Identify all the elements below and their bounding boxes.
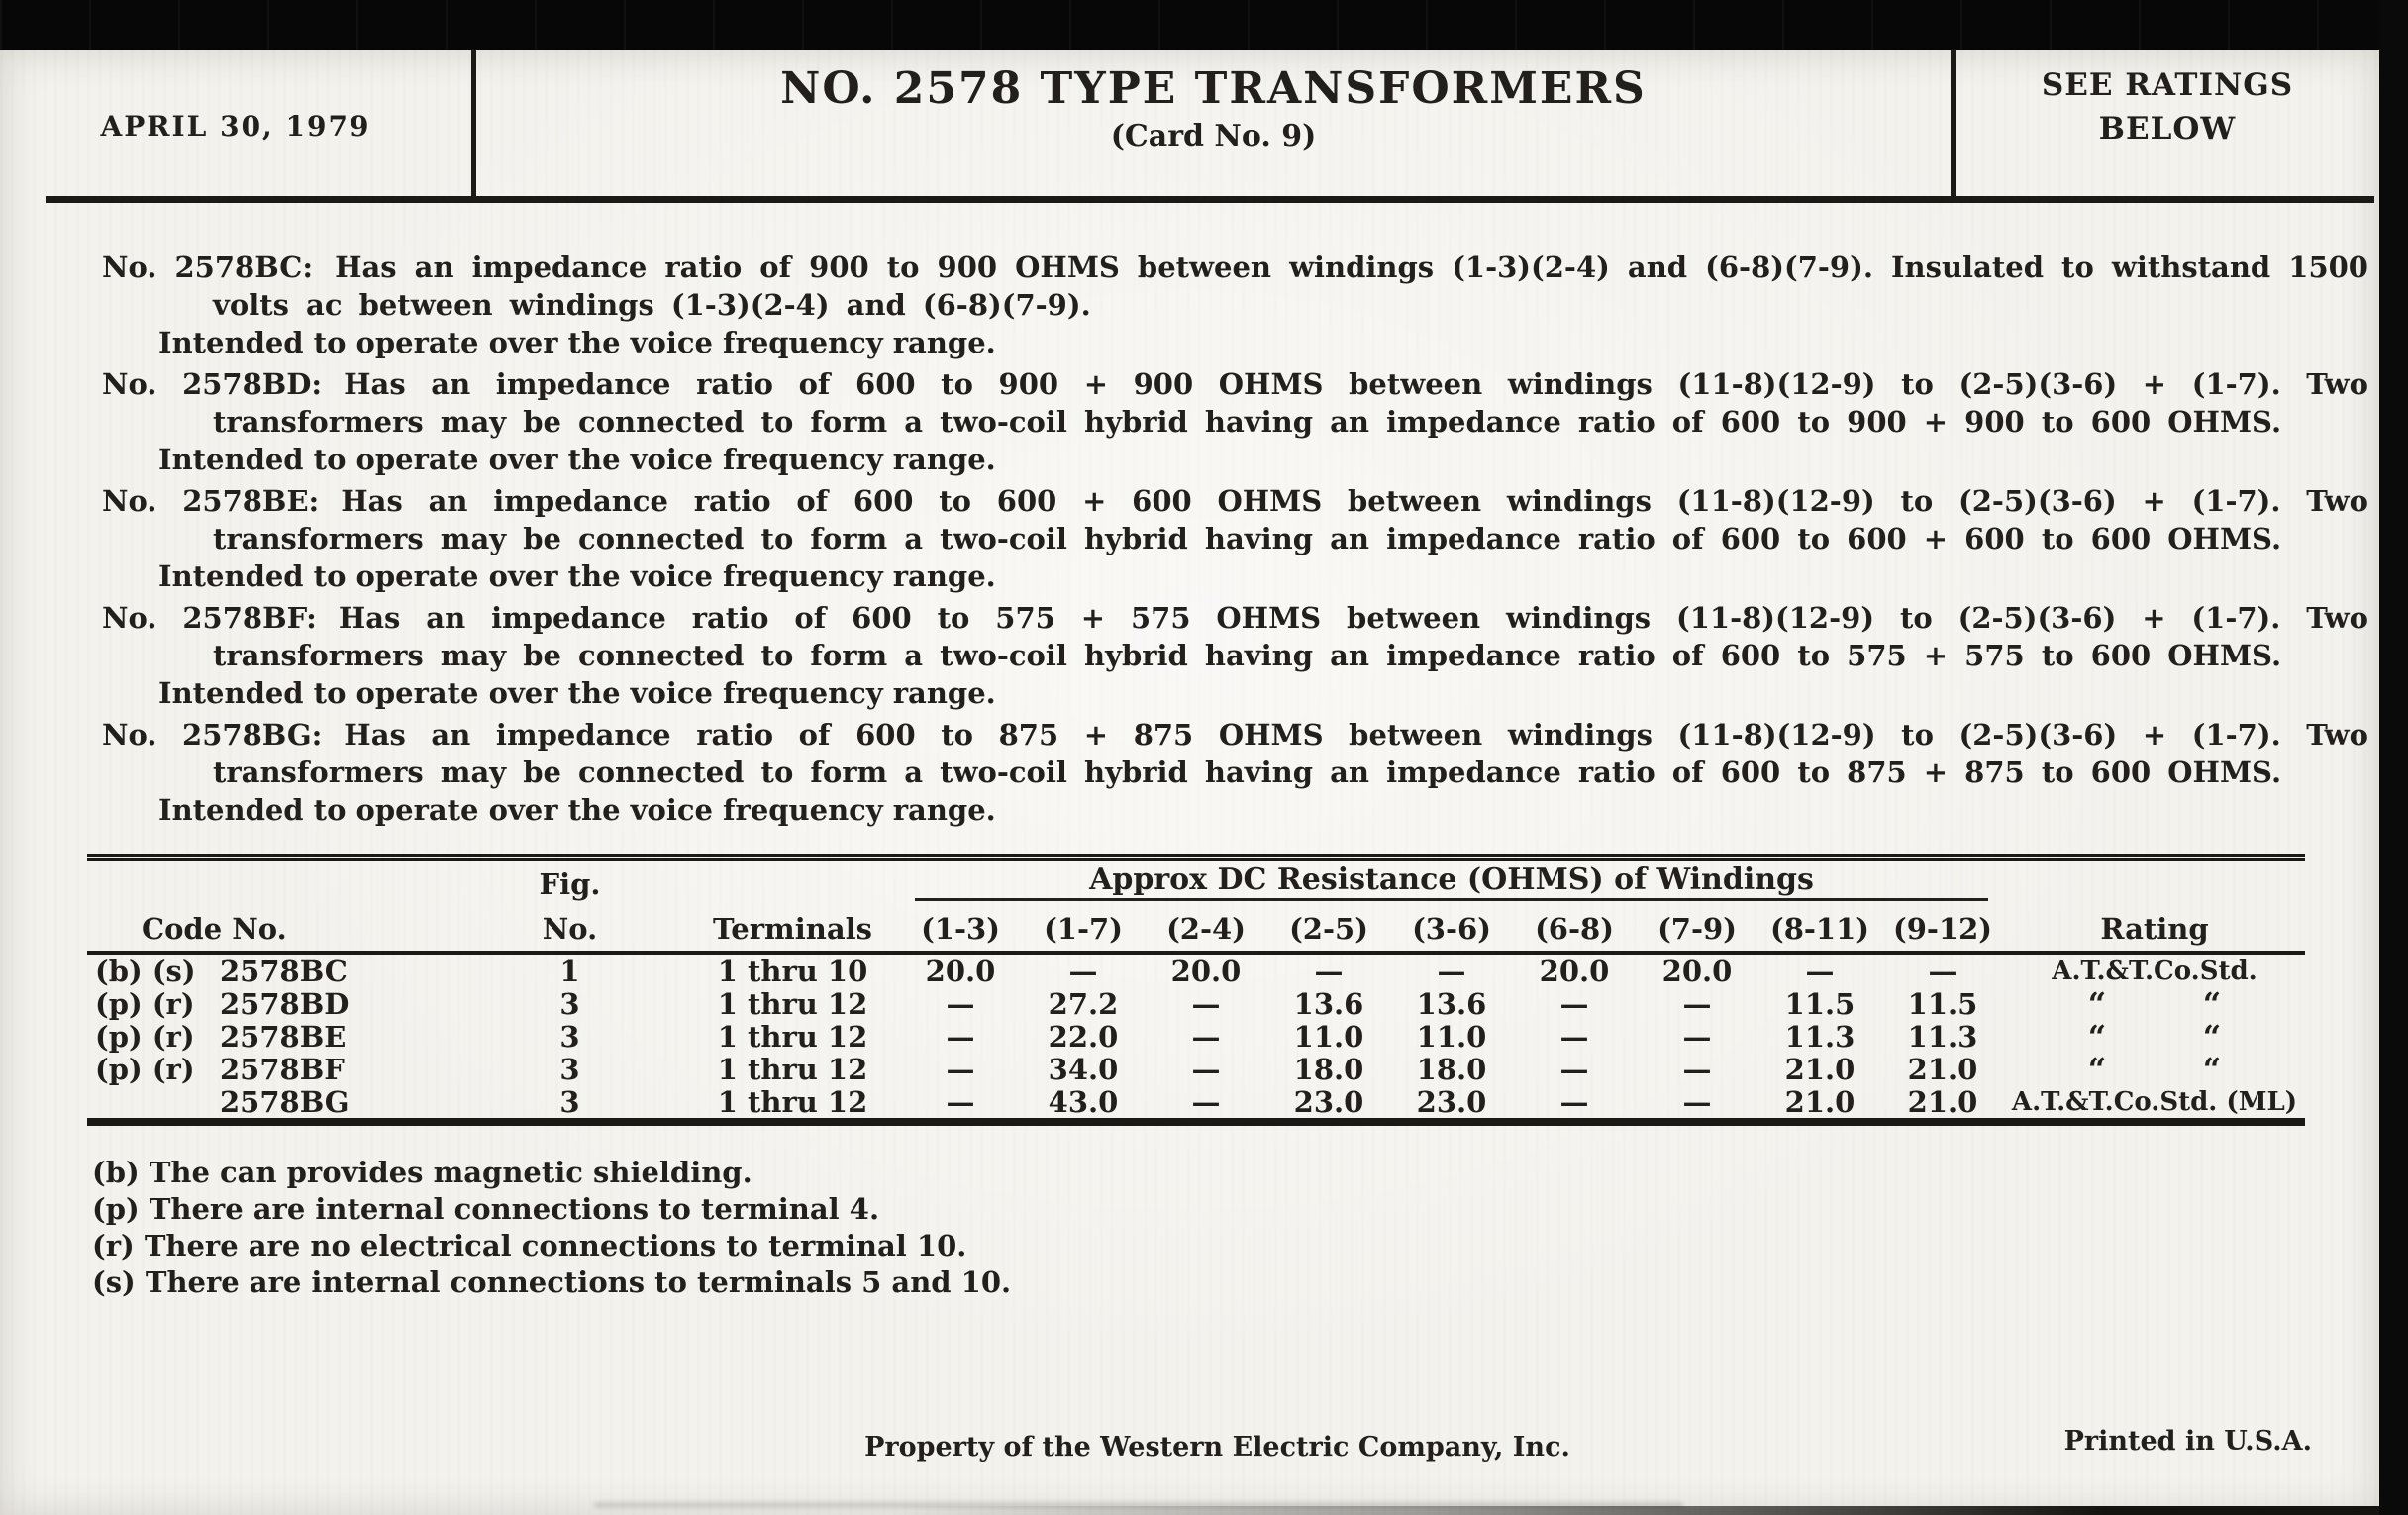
terminals-cell: 1 thru 12 — [717, 1085, 868, 1119]
description-paragraph — [102, 716, 2368, 791]
ditto-mark: “ — [2202, 1018, 2222, 1056]
card-subtitle: (Card No. 9) — [1110, 119, 1317, 153]
winding-value-cell: — — [1805, 955, 1835, 988]
winding-value-cell: — — [1191, 1020, 1221, 1054]
winding-value-cell: 21.0 — [1907, 1053, 1978, 1086]
code-prefix: (p) (r) — [95, 1020, 195, 1054]
winding-value-cell: — — [946, 1053, 975, 1086]
code-number: 2578BF — [220, 1053, 345, 1086]
winding-value-cell: 21.0 — [1784, 1053, 1856, 1086]
table-row — [87, 1085, 2305, 1118]
winding-value-cell: 20.0 — [925, 955, 996, 988]
code-cell — [87, 1085, 453, 1119]
scan-background-bottom — [891, 1506, 2408, 1515]
winding-value-cell: 23.0 — [1293, 1085, 1364, 1119]
terminals-cell: 1 thru 12 — [717, 1020, 868, 1054]
ditto-mark: “ — [2087, 1018, 2107, 1056]
description-block — [89, 365, 2368, 478]
description-paragraph — [102, 482, 2368, 557]
winding-value-cell: — — [1559, 1020, 1589, 1054]
winding-value-cell: — — [1437, 955, 1466, 988]
description-paragraph — [102, 365, 2368, 441]
winding-value-cell: 21.0 — [1784, 1085, 1856, 1119]
description-note: Intended to operate over the voice frequency range. — [158, 676, 996, 710]
winding-value-cell: — — [946, 1085, 975, 1119]
ditto-mark: “ — [2202, 985, 2222, 1023]
winding-value-cell: — — [1314, 955, 1344, 988]
code-number: 2578BG — [220, 1085, 350, 1119]
winding-value-cell: 18.0 — [1293, 1053, 1364, 1086]
description-block — [89, 599, 2368, 712]
code-prefix: (p) (r) — [95, 987, 195, 1021]
winding-column-header: (7-9) — [1657, 912, 1737, 946]
winding-value-cell: 20.0 — [1661, 955, 1733, 988]
description-note: Intended to operate over the voice frequency range. — [158, 326, 996, 359]
description-note: Intended to operate over the voice frequency range. — [158, 443, 996, 476]
winding-value-cell: — — [1559, 1085, 1589, 1119]
ratings-table-body — [87, 955, 2305, 1126]
fig-column-header-line1: Fig. — [539, 867, 601, 901]
description-body: Has an impedance ratio of 900 to 900 OHMS between windings (1-3)(2-4) and (6-8)(7-9). Insulated to withstand 1500 volts ac between windings (1-3)(2-4) and (6-8)(7-9). — [213, 251, 2368, 322]
code-cell — [87, 987, 453, 1021]
winding-column-header: (2-4) — [1166, 912, 1246, 946]
winding-value-cell: 34.0 — [1048, 1053, 1119, 1086]
descriptions — [89, 249, 2368, 833]
winding-value-cell: — — [1068, 955, 1098, 988]
rating-cell — [2004, 1051, 2305, 1088]
winding-value-cell: 11.3 — [1784, 1020, 1856, 1054]
winding-value-cell: — — [1682, 987, 1712, 1021]
terminals-column-header: Terminals — [713, 912, 872, 946]
header-ratings-note-panel — [1951, 50, 2379, 196]
winding-value-cell: — — [1191, 987, 1221, 1021]
description-paragraph — [102, 599, 2368, 674]
winding-value-cell: 27.2 — [1048, 987, 1119, 1021]
footer-property-line: Property of the Western Electric Company, Inc. — [864, 1432, 1570, 1463]
fig-cell: 3 — [559, 987, 580, 1021]
description-code: No. 2578BC: — [102, 251, 314, 284]
table-row — [87, 1051, 2305, 1088]
scan-background-top — [0, 0, 2408, 50]
winding-column-header: (8-11) — [1769, 912, 1869, 946]
code-cell — [87, 1053, 453, 1086]
winding-value-cell: — — [1682, 1020, 1712, 1054]
winding-value-cell: — — [1682, 1053, 1712, 1086]
terminals-cell: 1 thru 10 — [717, 955, 868, 988]
ratings-table — [87, 854, 2305, 1126]
winding-value-cell: 21.0 — [1907, 1085, 1978, 1119]
winding-column-header: (2-5) — [1289, 912, 1368, 946]
code-column-header: Code No. — [142, 912, 287, 946]
winding-value-cell: 11.0 — [1293, 1020, 1364, 1054]
code-cell — [87, 955, 453, 988]
winding-column-header: (9-12) — [1892, 912, 1992, 946]
card-date: APRIL 30, 1979 — [100, 109, 371, 143]
winding-value-cell: — — [946, 1020, 975, 1054]
winding-value-cell: 20.0 — [1170, 955, 1242, 988]
winding-column-header: (6-8) — [1535, 912, 1614, 946]
card-header — [0, 50, 2379, 196]
table-row — [87, 985, 2305, 1023]
description-body: Has an impedance ratio of 600 to 600 + 600 OHMS between windings (11-8)(12-9) to (2-5)(3-6) + (1-7). Two transformers may be connected to form a two-coil hybrid having an impedance ratio of 600 to 600 + 600 to 600 OHMS. — [213, 484, 2368, 556]
table-row — [87, 955, 2305, 987]
fig-cell: 1 — [559, 955, 580, 988]
code-prefix: (b) (s) — [95, 955, 196, 988]
rating-cell: A.T.&T.Co.Std. (ML) — [2011, 1087, 2298, 1117]
description-block — [89, 249, 2368, 361]
code-prefix: (p) (r) — [95, 1053, 195, 1086]
ratings-note-line2: BELOW — [2098, 111, 2237, 147]
transformer-data-card — [0, 50, 2379, 1515]
winding-value-cell: 13.6 — [1293, 987, 1364, 1021]
resistance-span-header: Approx DC Resistance (OHMS) of Windings — [915, 862, 1988, 901]
description-note: Intended to operate over the voice frequency range. — [158, 793, 996, 827]
winding-value-cell: 11.3 — [1907, 1020, 1978, 1054]
footnote-line: (p) There are internal connections to terminal 4. — [92, 1192, 880, 1226]
description-body: Has an impedance ratio of 600 to 900 + 900 OHMS between windings (11-8)(12-9) to (2-5)(3-6) + (1-7). Two transformers may be connected to form a two-coil hybrid having an impedance ratio of 600 to 900 + 900 to 600 OHMS. — [213, 367, 2368, 439]
winding-value-cell: — — [1191, 1085, 1221, 1119]
description-code: No. 2578BG: — [102, 718, 323, 752]
footnote-line: (b) The can provides magnetic shielding. — [92, 1156, 752, 1189]
winding-value-cell: 13.6 — [1416, 987, 1487, 1021]
header-rule — [46, 196, 2374, 203]
footnote-line: (r) There are no electrical connections to terminal 10. — [92, 1229, 967, 1262]
rating-cell — [2004, 1018, 2305, 1056]
winding-value-cell: 11.0 — [1416, 1020, 1487, 1054]
description-code: No. 2578BE: — [102, 484, 320, 518]
winding-value-cell: 43.0 — [1048, 1085, 1119, 1119]
rating-cell — [2004, 985, 2305, 1023]
winding-value-cell: 20.0 — [1539, 955, 1610, 988]
winding-value-cell: — — [1559, 987, 1589, 1021]
description-code: No. 2578BD: — [102, 367, 323, 401]
description-body: Has an impedance ratio of 600 to 875 + 875 OHMS between windings (11-8)(12-9) to (2-5)(3-6) + (1-7). Two transformers may be connected to form a two-coil hybrid having an impedance ratio of 600 to 875 + 875 to 600 OHMS. — [213, 718, 2368, 789]
fig-column-header-line2: No. — [542, 912, 598, 946]
ratings-table-header — [87, 861, 2305, 955]
ratings-note-line1: SEE RATINGS — [2041, 67, 2294, 103]
ditto-mark: “ — [2202, 1051, 2222, 1088]
winding-value-cell: — — [946, 987, 975, 1021]
fig-cell: 3 — [559, 1085, 580, 1119]
winding-value-cell: 11.5 — [1784, 987, 1856, 1021]
description-code: No. 2578BF: — [102, 601, 317, 635]
terminals-cell: 1 thru 12 — [717, 987, 868, 1021]
ditto-mark: “ — [2087, 985, 2107, 1023]
footer-printed-line: Printed in U.S.A. — [2063, 1426, 2312, 1457]
winding-value-cell: — — [1191, 1053, 1221, 1086]
code-number: 2578BD — [220, 987, 350, 1021]
fig-cell: 3 — [559, 1020, 580, 1054]
winding-value-cell: 22.0 — [1048, 1020, 1119, 1054]
description-note: Intended to operate over the voice frequency range. — [158, 559, 996, 593]
header-date-panel — [0, 50, 476, 196]
code-number: 2578BE — [220, 1020, 347, 1054]
scan-background-right — [2379, 0, 2408, 1515]
description-paragraph — [102, 249, 2368, 324]
winding-column-header: (3-6) — [1412, 912, 1491, 946]
winding-value-cell: — — [1559, 1053, 1589, 1086]
fig-cell: 3 — [559, 1053, 580, 1086]
code-number: 2578BC — [220, 955, 348, 988]
table-row — [87, 1018, 2305, 1056]
footnotes — [92, 1155, 1011, 1301]
ditto-mark: “ — [2087, 1051, 2107, 1088]
winding-value-cell: 23.0 — [1416, 1085, 1487, 1119]
footnote-line: (s) There are internal connections to terminals 5 and 10. — [92, 1265, 1012, 1299]
rating-column-header: Rating — [2100, 912, 2209, 946]
winding-value-cell: 11.5 — [1907, 987, 1978, 1021]
description-block — [89, 716, 2368, 829]
description-block — [89, 482, 2368, 595]
winding-value-cell: 18.0 — [1416, 1053, 1487, 1086]
code-cell — [87, 1020, 453, 1054]
winding-column-header: (1-7) — [1044, 912, 1123, 946]
winding-value-cell: — — [1928, 955, 1957, 988]
terminals-cell: 1 thru 12 — [717, 1053, 868, 1086]
winding-column-header: (1-3) — [921, 912, 1000, 946]
header-title-panel — [476, 50, 1951, 196]
rating-cell: A.T.&T.Co.Std. — [2052, 957, 2258, 986]
description-body: Has an impedance ratio of 600 to 575 + 575 OHMS between windings (11-8)(12-9) to (2-5)(3-6) + (1-7). Two transformers may be connected to form a two-coil hybrid having an impedance ratio of 600 to 575 + 575 to 600 OHMS. — [213, 601, 2368, 672]
card-title: NO. 2578 TYPE TRANSFORMERS — [780, 63, 1647, 114]
winding-value-cell: — — [1682, 1085, 1712, 1119]
